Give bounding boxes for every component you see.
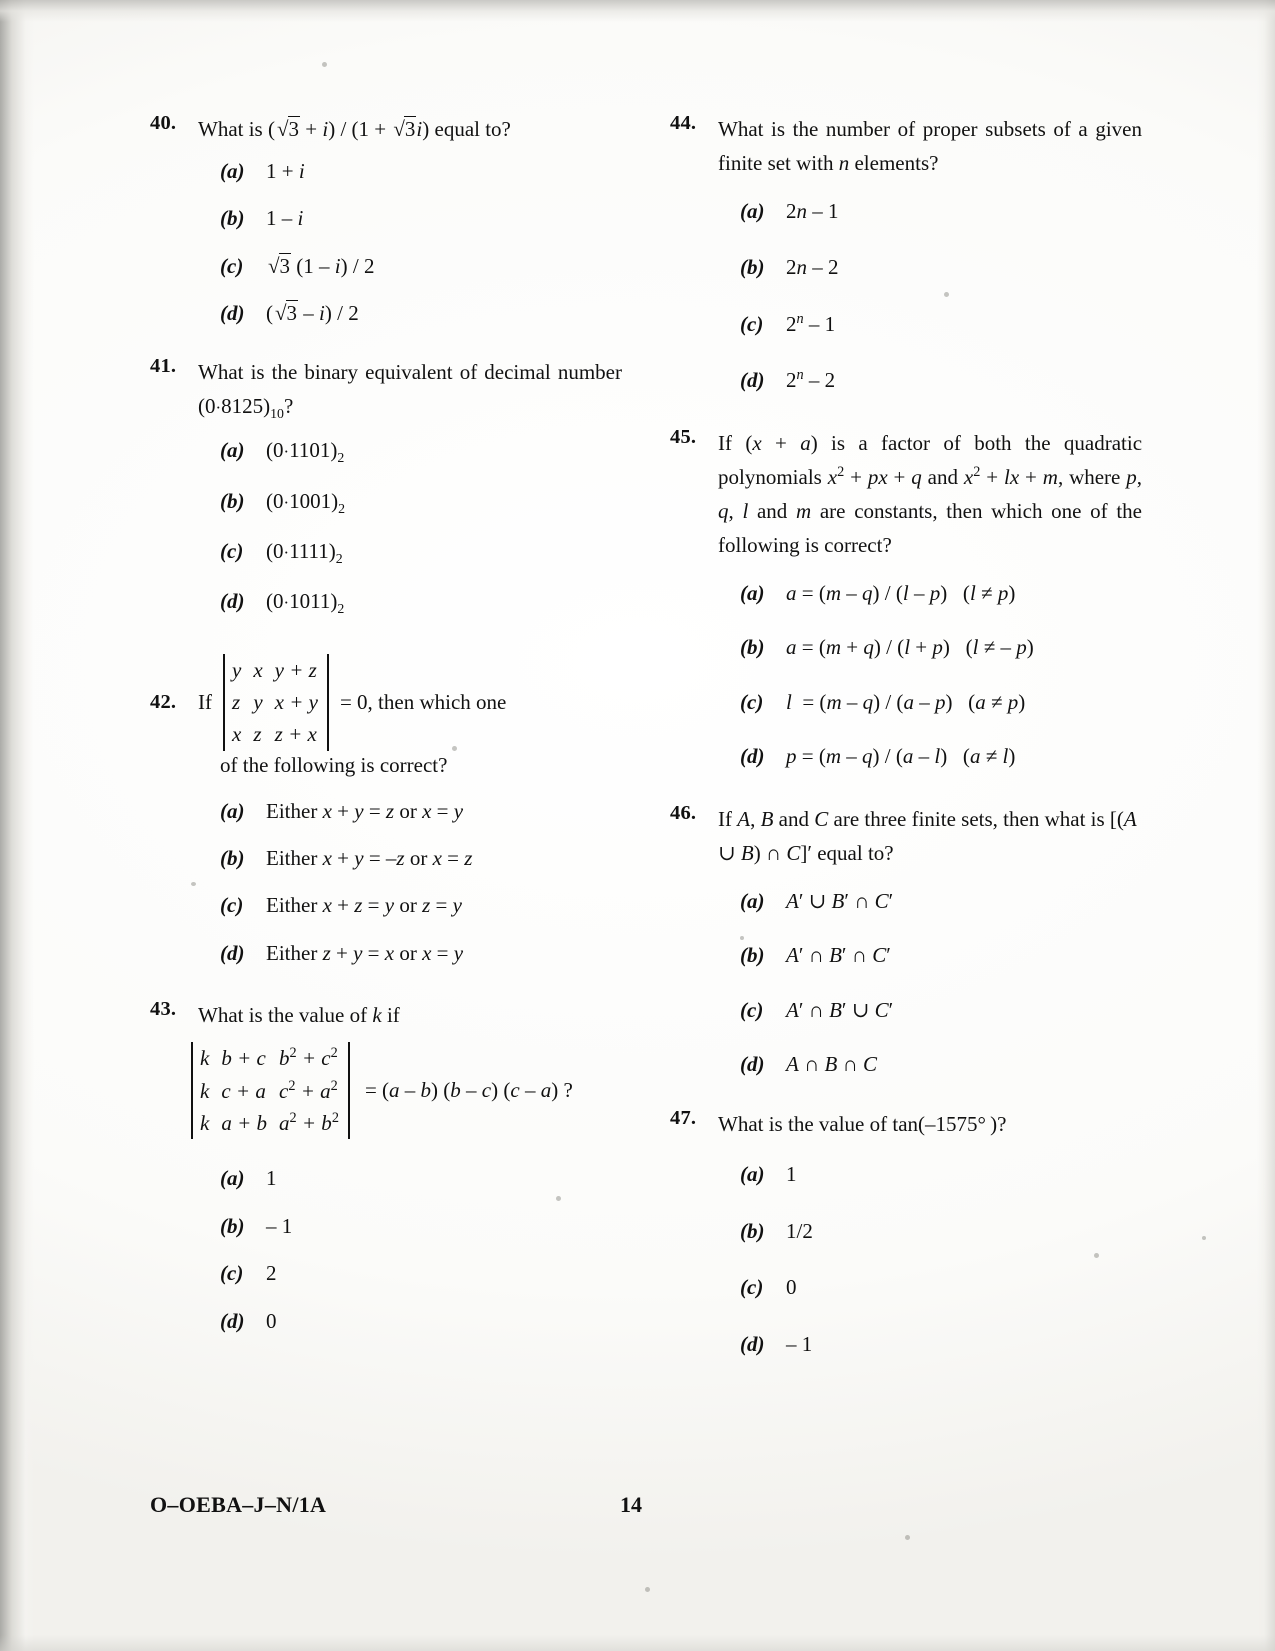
- option-row[interactable]: [220, 156, 622, 186]
- option-text: Either z + y = x or x = y: [266, 940, 464, 965]
- option-text: 2$^n$ – 2: [786, 367, 836, 393]
- option-row[interactable]: [740, 1049, 1142, 1079]
- option-text: Either x + y = z or x = y: [266, 798, 464, 823]
- option-row[interactable]: [220, 536, 622, 569]
- question-42-continuation: of the following is correct?: [220, 752, 448, 777]
- determinant-row: [232, 686, 320, 718]
- determinant-cell: b + c: [221, 1046, 266, 1071]
- option-text: 1 + i: [266, 159, 305, 184]
- question-47: [670, 1107, 1142, 1359]
- question-42-header: [150, 654, 622, 751]
- determinant-cell: $a^2 + b^2$: [279, 1110, 339, 1136]
- question-41-header: [150, 355, 622, 426]
- option-text: $(0\cdot 1111)_2$: [266, 538, 343, 567]
- option-text: $(0\cdot 1011)_2$: [266, 589, 345, 617]
- determinant-rows: [200, 1042, 341, 1139]
- question-44-text: What is the number of proper subsets of a given finite set with n elements?: [718, 117, 1142, 176]
- question-44-options: [670, 196, 1142, 396]
- option-row[interactable]: [740, 995, 1142, 1025]
- option-text: 1: [786, 1162, 797, 1187]
- option-label: (a): [740, 888, 765, 913]
- option-row[interactable]: [740, 1159, 1142, 1189]
- option-label: (c): [220, 538, 244, 563]
- question-40: [150, 112, 622, 329]
- determinant-cell: y + z: [274, 657, 317, 682]
- question-40-header: [150, 112, 622, 146]
- option-text: 2: [266, 1261, 277, 1286]
- option-label: (d): [740, 1051, 765, 1076]
- option-text: $(0\cdot 1001)_2$: [266, 488, 346, 516]
- option-label: (d): [220, 940, 245, 965]
- option-text: 1 – i: [266, 206, 304, 231]
- question-46-options: [670, 886, 1142, 1080]
- question-46-number: 46.: [670, 801, 697, 824]
- option-row[interactable]: [740, 578, 1142, 608]
- option-text: A′ ∪ B′ ∩ C′: [786, 888, 894, 913]
- option-label: (b): [740, 635, 765, 660]
- option-text: 2n – 1: [786, 199, 839, 224]
- option-text: 2$^n$ – 1: [786, 310, 836, 336]
- question-41: [150, 355, 622, 620]
- option-text: (√3 – i) / 2: [266, 301, 359, 326]
- question-43-determinant: [184, 1042, 357, 1139]
- determinant-cell: $b^2 + c^2$: [279, 1045, 338, 1071]
- option-row[interactable]: [740, 886, 1142, 916]
- option-label: (b): [220, 488, 245, 513]
- option-text: A′ ∩ B′ ∩ C′: [786, 943, 891, 968]
- option-row[interactable]: [740, 252, 1142, 282]
- option-label: (a): [740, 1162, 765, 1187]
- determinant-left-bar: [223, 654, 225, 751]
- option-row[interactable]: [740, 309, 1142, 339]
- option-label: (b): [740, 255, 765, 280]
- question-42: [150, 654, 622, 969]
- option-row[interactable]: [220, 586, 622, 619]
- option-label: (b): [740, 1218, 765, 1243]
- option-row[interactable]: [220, 486, 622, 519]
- question-44-number: 44.: [670, 112, 697, 134]
- question-43: [150, 998, 622, 1336]
- question-44-header: [670, 112, 1142, 180]
- question-42-determinant: [216, 654, 336, 751]
- option-text: Either x + y = –z or x = z: [266, 846, 473, 870]
- question-42-tail: = 0, then which one: [339, 689, 507, 714]
- determinant-row: [200, 1107, 341, 1139]
- option-label: (a): [220, 1166, 245, 1191]
- two-column-layout: [150, 112, 1145, 1385]
- question-42-number: 42.: [150, 690, 177, 713]
- determinant-left-bar: [191, 1042, 193, 1139]
- option-row[interactable]: [220, 298, 622, 328]
- option-row[interactable]: [740, 1216, 1142, 1246]
- option-label: (d): [740, 368, 765, 393]
- determinant-cell: z: [232, 689, 241, 714]
- option-text: Either x + z = y or z = y: [266, 893, 462, 918]
- question-41-options: [150, 435, 622, 619]
- option-text: l = (m – q) / (a – p) (a ≠ p): [786, 689, 1026, 714]
- question-40-text: What is (√3 + i) / (1 + √3i) equal to?: [198, 117, 511, 141]
- question-40-number: 40.: [150, 112, 177, 134]
- determinant-cell: y: [253, 689, 263, 714]
- determinant-cell: x + y: [274, 689, 318, 714]
- question-40-options: [150, 156, 622, 329]
- option-row[interactable]: [220, 1258, 622, 1288]
- determinant-right-bar: [348, 1042, 350, 1139]
- question-46-text: If A, B and C are three finite sets, then what is [(A ∪ B) ∩ C]′ equal to?: [718, 806, 1137, 865]
- option-row[interactable]: [740, 196, 1142, 226]
- option-label: (d): [220, 589, 245, 614]
- option-label: (c): [740, 311, 764, 336]
- determinant-cell: k: [200, 1046, 210, 1071]
- option-text: – 1: [786, 1331, 813, 1356]
- option-text: $(0\cdot 1101)_2$: [266, 438, 345, 466]
- determinant-cell: x: [253, 657, 263, 682]
- question-46-header: [670, 802, 1142, 870]
- option-label: (c): [220, 893, 244, 918]
- option-row[interactable]: [220, 796, 622, 826]
- option-text: 0: [266, 1308, 277, 1333]
- question-43-header: [150, 998, 622, 1032]
- option-text: 0: [786, 1275, 797, 1300]
- option-row[interactable]: [740, 741, 1142, 771]
- determinant-cell: a + b: [221, 1111, 267, 1136]
- determinant-cell: $c^2 + a^2$: [279, 1077, 338, 1103]
- determinant-row: [200, 1075, 341, 1107]
- determinant-cell: z: [253, 722, 262, 747]
- option-label: (b): [740, 943, 765, 968]
- option-label: (b): [220, 846, 245, 870]
- question-43-text: What is the value of k if: [198, 1003, 400, 1028]
- option-label: (a): [740, 580, 765, 605]
- option-row[interactable]: [220, 938, 622, 968]
- question-45-header: [670, 426, 1142, 562]
- option-row[interactable]: [220, 890, 622, 920]
- question-47-text: What is the value of tan(–1575° )?: [718, 1112, 1007, 1137]
- option-text: 1: [266, 1166, 277, 1191]
- determinant-cell: k: [200, 1078, 210, 1103]
- determinant-cell: y: [232, 657, 242, 682]
- question-44: [670, 112, 1142, 396]
- option-row[interactable]: [220, 1163, 622, 1193]
- option-text: a = (m – q) / (l – p) (l ≠ p): [786, 580, 1016, 605]
- option-row[interactable]: [740, 940, 1142, 970]
- determinant-cell: c + a: [221, 1078, 266, 1103]
- question-45-text: If (x + a) is a factor of both the quadratic polynomials $x^2$ + px + q and $x^2$ + lx + m, where p, q, l and m are constants, then which one of the following is correct?: [718, 430, 1143, 557]
- question-45: [670, 426, 1142, 772]
- option-text: – 1: [266, 1213, 293, 1238]
- option-label: (a): [220, 159, 245, 184]
- question-47-header: [670, 1107, 1142, 1141]
- page-footer: [150, 1492, 1145, 1518]
- determinant-rows: [232, 654, 320, 751]
- determinant-right-bar: [327, 654, 329, 751]
- question-47-number: 47.: [670, 1107, 697, 1130]
- question-43-equation: [150, 1042, 622, 1139]
- option-text: p = (m – q) / (a – l) (a ≠ l): [786, 744, 1016, 769]
- question-42-lead: If: [198, 689, 212, 714]
- option-label: (c): [220, 253, 244, 278]
- question-45-options: [670, 578, 1142, 772]
- option-label: (a): [220, 438, 245, 463]
- determinant-row: [200, 1042, 341, 1074]
- determinant-cell: x: [232, 722, 242, 747]
- question-46: [670, 802, 1142, 1080]
- left-column: [150, 112, 622, 1385]
- option-row[interactable]: [220, 435, 622, 468]
- option-label: (c): [740, 1275, 764, 1300]
- option-row[interactable]: [740, 365, 1142, 395]
- option-row[interactable]: [220, 1211, 622, 1241]
- option-text: A ∩ B ∩ C: [786, 1051, 878, 1076]
- option-label: (d): [740, 744, 765, 769]
- question-47-options: [670, 1159, 1142, 1359]
- option-text: √3 (1 – i) / 2: [268, 253, 375, 278]
- option-row[interactable]: [220, 251, 622, 281]
- determinant-cell: k: [200, 1111, 210, 1136]
- option-label: (a): [220, 798, 245, 823]
- determinant-row: [232, 654, 320, 686]
- option-row[interactable]: [740, 632, 1142, 662]
- question-41-number: 41.: [150, 354, 177, 377]
- option-text: A′ ∩ B′ ∪ C′: [786, 997, 894, 1022]
- question-42-options: [150, 796, 622, 969]
- option-row[interactable]: [220, 843, 622, 873]
- option-row[interactable]: [220, 203, 622, 233]
- question-43-right-hand-side: = (a – b) (b – c) (c – a) ?: [364, 1078, 573, 1103]
- right-column: [670, 112, 1142, 1385]
- option-row[interactable]: [220, 1306, 622, 1336]
- option-label: (c): [740, 689, 764, 714]
- option-row[interactable]: [740, 1329, 1142, 1359]
- question-43-number: 43.: [150, 998, 177, 1021]
- option-text: 2n – 2: [786, 255, 839, 280]
- option-label: (a): [740, 199, 765, 224]
- question-45-number: 45.: [670, 425, 697, 448]
- option-text: 1/2: [786, 1218, 813, 1243]
- option-label: (d): [220, 1308, 245, 1333]
- option-row[interactable]: [740, 1272, 1142, 1302]
- option-label: (d): [220, 301, 245, 326]
- option-label: (c): [220, 1261, 244, 1286]
- question-43-options: [150, 1163, 622, 1336]
- footer-page-number: 14: [620, 1492, 642, 1517]
- determinant-row: [232, 718, 320, 750]
- footer-paper-code: O–OEBA–J–N/1A: [150, 1492, 327, 1517]
- option-row[interactable]: [740, 687, 1142, 717]
- determinant-cell: z + x: [274, 722, 317, 747]
- option-label: (b): [220, 206, 245, 231]
- question-41-text: What is the binary equivalent of decimal number $(0\cdot 8125)_{10}$?: [198, 359, 622, 421]
- option-label: (c): [740, 997, 764, 1022]
- option-label: (d): [740, 1331, 765, 1356]
- option-text: a = (m + q) / (l + p) (l ≠ – p): [786, 635, 1034, 660]
- option-label: (b): [220, 1213, 245, 1238]
